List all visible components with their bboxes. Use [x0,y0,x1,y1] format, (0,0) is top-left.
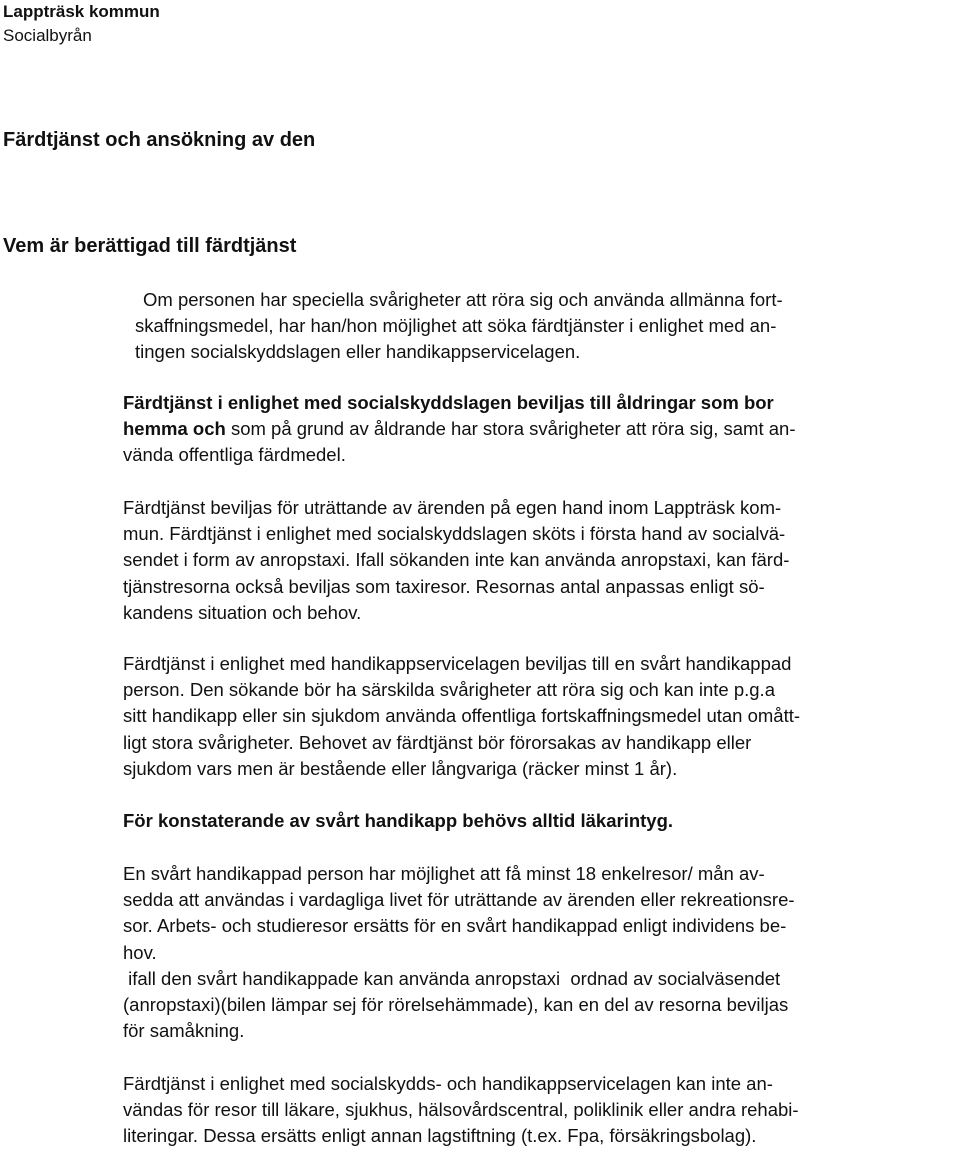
text-line [123,390,795,416]
paragraph-eligibility-intro [135,287,783,366]
text-line: Färdtjänst i enlighet med socialskydds- och handikappservicelagen kan inte an- [123,1073,773,1094]
paragraph-elderly [123,390,795,469]
letterhead [3,0,160,48]
text-line: sendet i form av anropstaxi. Ifall sökanden inte kan använda anropstaxi, kan färd- [123,549,790,571]
text-line: ligt stora svårigheter. Behovet av färdtjänst bör förorsakas av handikapp eller [123,731,752,753]
text-line: sitt handikapp eller sin sjukdom använda offentliga fortskaffningsmedel utan omått- [123,705,801,727]
department-name: Socialbyrån [3,26,92,45]
paragraph-trip-allowance [123,861,795,1044]
paragraph-exclusions [123,1071,799,1150]
text-line: mun. Färdtjänst i enlighet med socialskyddslagen sköts i första hand av socialvä- [123,523,786,545]
text-line: för samåkning. [123,1020,245,1042]
municipality-name: Lappträsk kommun [3,2,160,21]
text-segment: som på grund av åldrande har stora svårigheter att röra sig, samt an- [225,418,796,440]
text-line [123,416,795,442]
bold-text: Färdtjänst i enlighet med socialskyddslagen beviljas till åldringar som bor [123,392,774,413]
text-line: hov. [123,941,157,963]
text-line: Om personen har speciella svårigheter att röra sig och använda allmänna fort- [143,289,783,310]
paragraph-disability-service [123,651,800,782]
section-title: Vem är berättigad till färdtjänst [3,235,297,257]
text-line: En svårt handikappad person har möjlighet att få minst 18 enkelresor/ mån av- [123,863,765,884]
text-line: För konstaterande av svårt handikapp behövs alltid läkarintyg. [123,810,674,831]
text-line: (anropstaxi)(bilen lämpar sej för rörelsehämmade), kan en del av resorna beviljas [123,994,789,1016]
text-line: sedda att användas i vardagliga livet för uträttande av ärenden eller rekreationsre- [123,889,795,911]
bold-text: hemma och [123,418,226,440]
text-line: ifall den svårt handikappade kan använda anropstaxi ordnad av socialväsendet [123,967,781,989]
text-line: skaffningsmedel, har han/hon möjlighet att söka färdtjänster i enlighet med an- [135,315,777,337]
text-line: person. Den sökande bör ha särskilda svårigheter att röra sig och kan inte p.g.a [123,679,775,701]
text-line: tingen socialskyddslagen eller handikappservicelagen. [135,341,581,363]
document-title: Färdtjänst och ansökning av den [3,129,316,151]
text-line: literingar. Dessa ersätts enligt annan lagstiftning (t.ex. Fpa, försäkringsbolag). [123,1125,757,1147]
text-line: sjukdom vars men är bestående eller långvariga (räcker minst 1 år). [123,757,678,779]
text-line: vändas för resor till läkare, sjukhus, hälsovårdscentral, poliklinik eller andra rehabi- [123,1099,799,1121]
paragraph-errands [123,495,789,626]
text-line: tjänstresorna också beviljas som taxiresor. Resornas antal anpassas enligt sö- [123,575,765,597]
paragraph-medical-certificate [123,808,673,834]
text-line: kandens situation och behov. [123,601,362,623]
text-line: Färdtjänst i enlighet med handikappservicelagen beviljas till en svårt handikappad [123,653,792,674]
text-line: vända offentliga färdmedel. [123,444,346,466]
text-line: Färdtjänst beviljas för uträttande av ärenden på egen hand inom Lappträsk kom- [123,497,782,518]
text-line: sor. Arbets- och studieresor ersätts för en svårt handikappad enligt individens be- [123,915,787,937]
